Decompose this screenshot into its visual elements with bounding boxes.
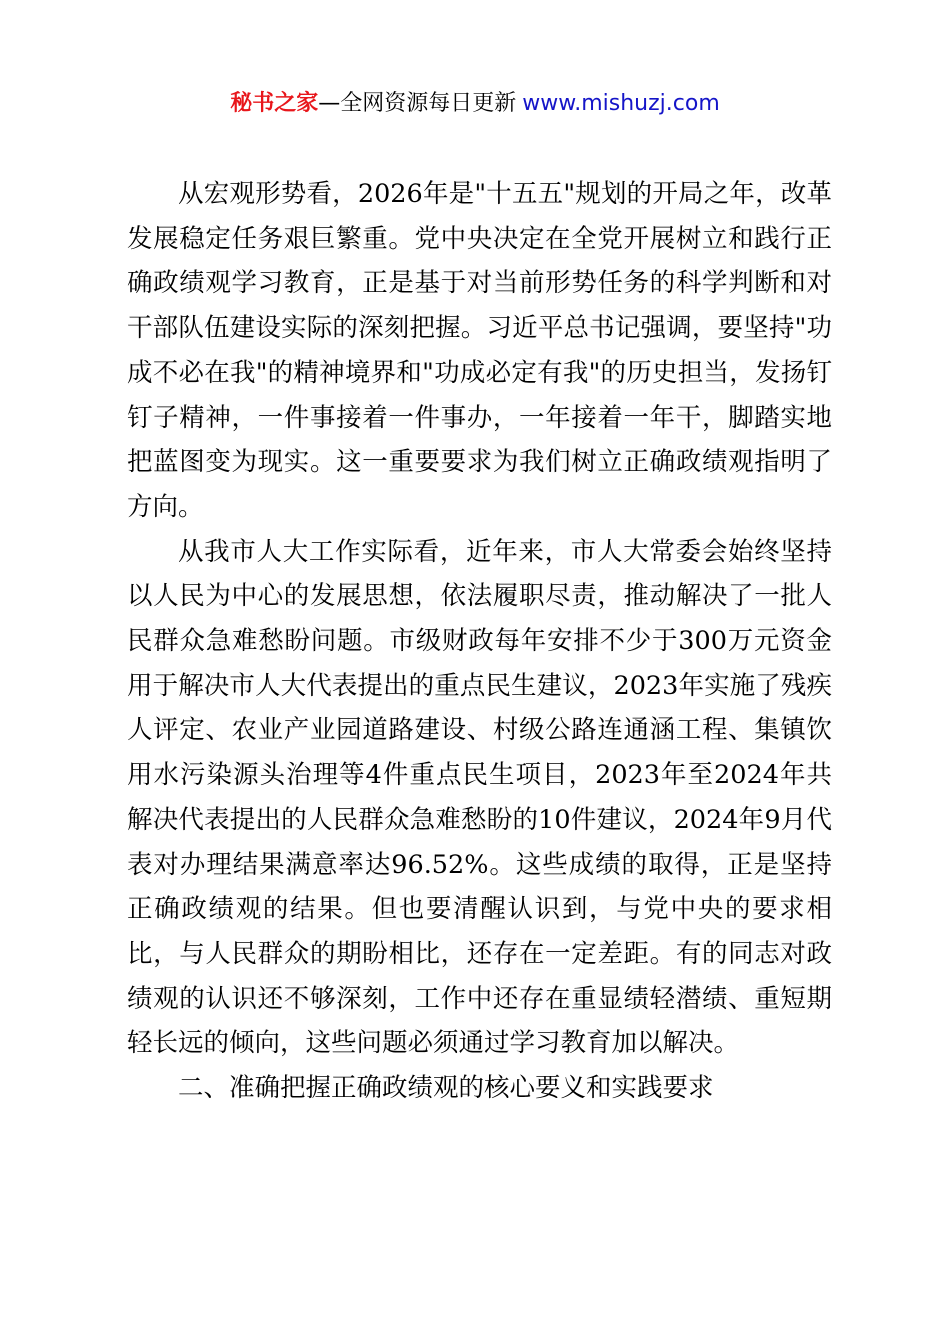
site-header bbox=[0, 88, 950, 120]
paragraph-city-npc-work: 从我市人大工作实际看，近年来，市人大常委会始终坚持以人民为中心的发展思想，依法履职尽责，推动解决了一批人民群众急难愁盼问题。市级财政每年安排不少于300万元资金用于解决市人大代表提出的重点民生建议，2023年实施了残疾人评定、农业产业园道路建设、村级公路连通涵工程、集镇饮用水污染源头治理等4件重点民生项目，2023年至2024年共解决代表提出的人民群众急难愁盼的10件建议，2024年9月代表对办理结果满意率达96.52%。这些成绩的取得，正是坚持正确政绩观的结果。但也要清醒认识到，与党中央的要求相比，与人民群众的期盼相比，还存在一定差距。有的同志对政绩观的认识还不够深刻，工作中还存在重显绩轻潜绩、重短期轻长远的倾向，这些问题必须通过学习教育加以解决。 bbox=[127, 536, 832, 1059]
site-url-link[interactable]: www.mishuzj.com bbox=[522, 91, 720, 116]
header-slogan: —全网资源每日更新 bbox=[318, 91, 517, 116]
section-heading: 二、准确把握正确政绩观的核心要义和实践要求 bbox=[178, 1073, 714, 1104]
brand-name: 秘书之家 bbox=[230, 91, 319, 116]
paragraph-macro-situation: 从宏观形势看，2026年是"十五五"规划的开局之年，改革发展稳定任务艰巨繁重。党中央决定在全党开展树立和践行正确政绩观学习教育，正是基于对当前形势任务的科学判断和对干部队伍建设实际的深刻把握。习近平总书记强调，要坚持"功成不必在我"的精神境界和"功成必定有我"的历史担当，发扬钉钉子精神，一件事接着一件事办，一年接着一年干，脚踏实地把蓝图变为现实。这一重要要求为我们树立正确政绩观指明了方向。 bbox=[127, 179, 832, 522]
document-body bbox=[127, 172, 832, 1111]
